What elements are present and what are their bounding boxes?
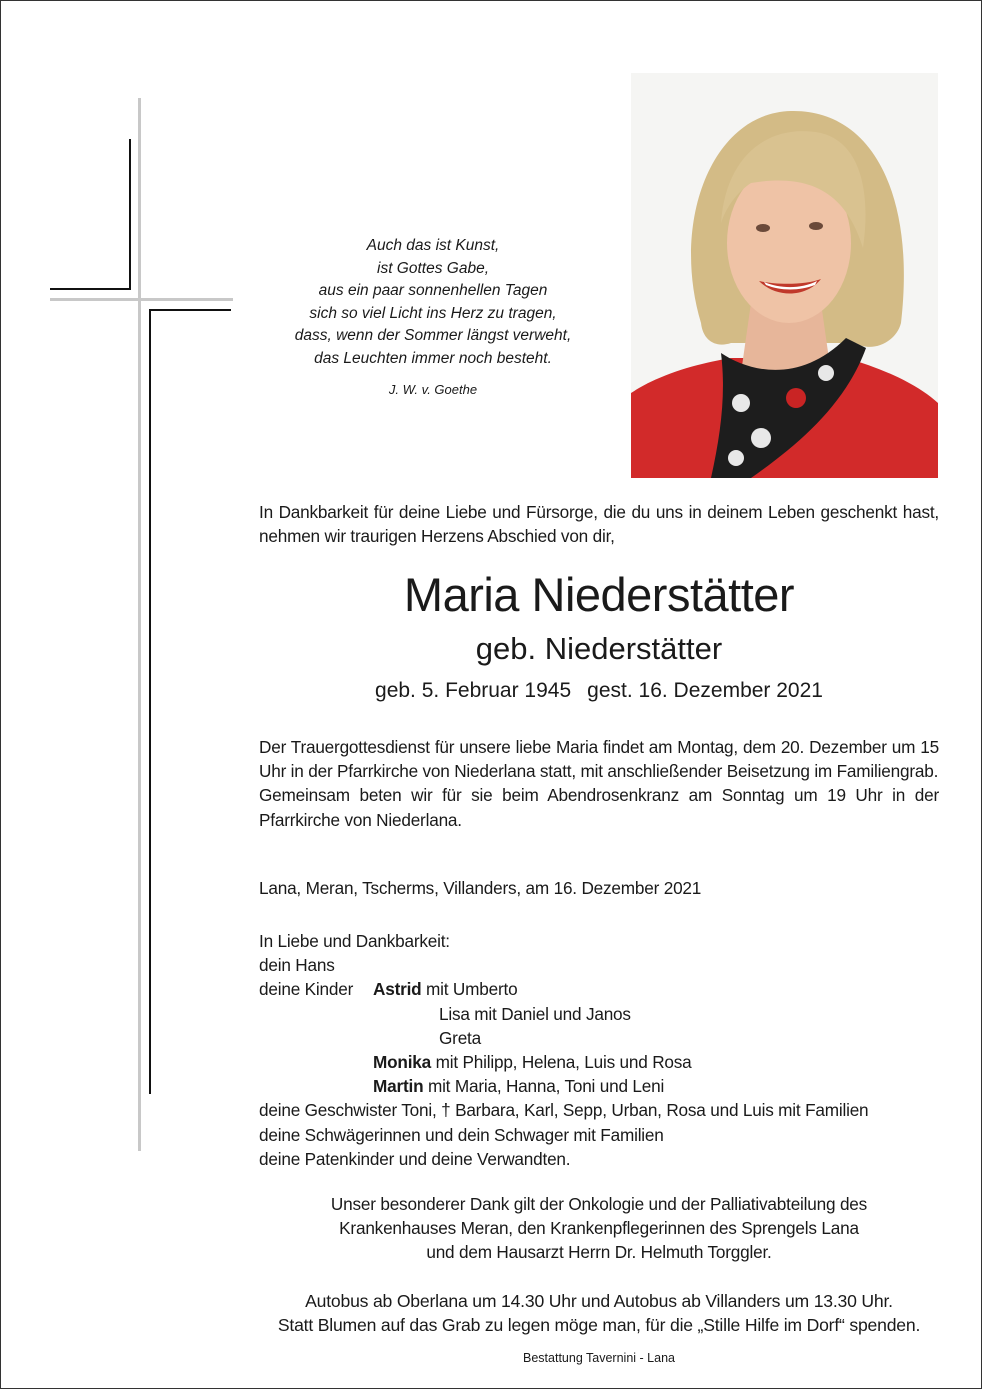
mourner-in-laws: deine Schwägerinnen und dein Schwager mit Familien [259,1124,664,1145]
mourner-godchildren: deine Patenkinder und deine Verwandten. [259,1148,571,1169]
birth-date: geb. 5. Februar 1945 [375,679,572,702]
service-paragraph: Der Trauergottesdienst für unsere liebe Maria findet am Montag, dem 20. Dezember um 15 Uhr in der Pfarrkirche von Niederlana statt, mit anschließender Beisetzung im Familiengrab. [259,737,939,782]
child-entry [259,1050,939,1074]
life-dates [259,676,939,706]
poem-line: sich so viel Licht ins Herz zu tragen, [309,304,557,322]
mourner-children-row [259,977,939,1001]
portrait-image [631,73,938,478]
child-name: Martin [373,1076,424,1097]
cross-horizontal-bar [50,298,233,301]
mourners-heading: In Liebe und Dankbarkeit: [259,931,450,951]
death-date: gest. 16. Dezember 2021 [587,679,823,702]
child-entry [259,1026,939,1050]
mourners-list [259,929,939,1171]
thanks-line: Krankenhauses Meran, den Krankenpflegerinnen des Sprengels Lana [339,1218,859,1239]
maiden-name: geb. Niederstätter [475,631,723,666]
thanks-line: Unser besonderer Dank gilt der Onkologie und der Palliativabteilung des [330,1194,868,1214]
donation-info: Statt Blumen auf das Grab zu legen möge man, für die „Stille Hilfe im Dorf“ spenden. [277,1315,921,1336]
child-entry [373,977,517,1001]
child-family: Lisa mit Daniel und Janos [439,1003,631,1024]
funeral-service-info [259,735,939,832]
child-family: mit Philipp, Helena, Luis und Rosa [431,1051,692,1072]
children-label: deine Kinder [259,979,354,1000]
poem-line: Auch das ist Kunst, [366,237,500,254]
child-name: Monika [373,1051,432,1072]
mourner-siblings: deine Geschwister Toni, † Barbara, Karl, Sepp, Urban, Rosa und Luis mit Familien [259,1100,869,1121]
cross-accent-line [149,309,151,1094]
place-and-date: Lana, Meran, Tscherms, Villanders, am 16. Dezember 2021 [259,878,702,898]
poem-author: J. W. v. Goethe [388,381,478,397]
poem-line: aus ein paar sonnenhellen Tagen [318,282,548,300]
cross-accent-line [50,288,131,290]
thanks-line: und dem Hausarzt Herrn Dr. Helmuth Torggler. [426,1242,772,1263]
child-family: mit Maria, Hanna, Toni und Leni [423,1076,665,1097]
thanks-note [259,1192,939,1265]
bus-info: Autobus ab Oberlana um 14.30 Uhr und Autobus ab Villanders um 13.30 Uhr. [305,1291,893,1311]
child-name: Astrid [373,979,422,1000]
undertaker-credit: Bestattung Tavernini - Lana [523,1351,675,1365]
intro-text: In Dankbarkeit für deine Liebe und Fürsorge, die du uns in deinem Leben geschenkt hast, nehmen wir traurigen Herzens Abschied von dir, [259,502,939,547]
cross-vertical-bar [138,98,141,1151]
poem-line: das Leuchten immer noch besteht. [314,349,552,367]
child-family: mit Umberto [421,979,518,1000]
poem-line: ist Gottes Gabe, [377,259,489,277]
child-entry [259,1002,939,1026]
poem-line: dass, wenn der Sommer längst verweht, [294,327,572,345]
additional-notes [259,1289,939,1337]
deceased-name: Maria Niederstätter [403,568,795,621]
portrait-photo [631,73,938,478]
poem-quote [263,235,603,401]
cross-accent-line [149,309,231,311]
mourner-husband: dein Hans [259,955,335,976]
child-family: Greta [439,1027,481,1048]
rosary-paragraph: Gemeinsam beten wir für sie beim Abendrosenkranz am Sonntag um 19 Uhr in der Pfarrkirche von Niederlana. [259,785,939,830]
cross-accent-line [129,139,131,290]
child-entry [259,1074,939,1098]
